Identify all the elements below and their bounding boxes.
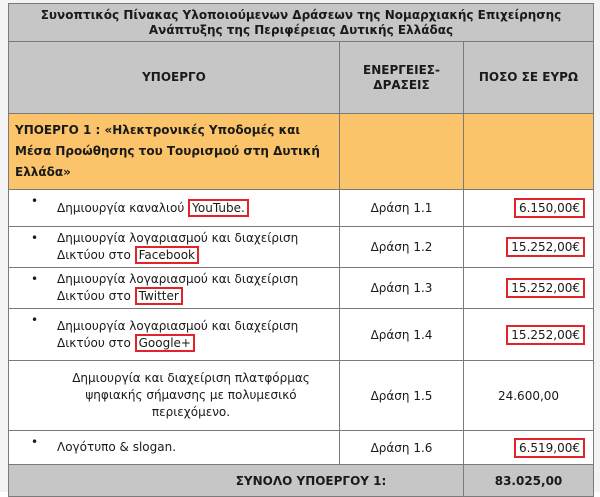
row-description bbox=[9, 431, 340, 465]
row-action: Δράση 1.4 bbox=[340, 309, 464, 361]
row-description-line-3: περιεχόμενο. bbox=[151, 405, 231, 419]
row-description bbox=[9, 227, 340, 268]
row-amount bbox=[464, 309, 594, 361]
bullet: • bbox=[31, 272, 39, 286]
row-description-line-2 bbox=[57, 247, 333, 264]
header-subproject: ΥΠΟΕΡΓΟ bbox=[9, 42, 340, 114]
table-title-line-1: Συνοπτικός Πίνακας Υλοποιούμενων Δράσεων της Νομαρχιακής Επιχείρησης bbox=[40, 7, 562, 22]
row-description-line-2 bbox=[57, 288, 333, 305]
table-title-row bbox=[9, 4, 594, 42]
highlighted-amount: 15.252,00€ bbox=[506, 237, 585, 257]
row-action: Δράση 1.3 bbox=[340, 268, 464, 309]
row-description-text: Δικτύου στο bbox=[57, 248, 135, 262]
row-description-line-1: Δημιουργία και διαχείριση πλατφόρμας bbox=[72, 371, 310, 385]
row-description-line-1 bbox=[57, 200, 333, 217]
header-actions-line-2: ΔΡΑΣΕΙΣ bbox=[373, 77, 430, 92]
subproject-amount-cell bbox=[464, 114, 594, 190]
highlighted-amount: 6.150,00€ bbox=[514, 198, 585, 218]
header-actions bbox=[340, 42, 464, 114]
row-description bbox=[9, 268, 340, 309]
bullet: • bbox=[31, 313, 39, 327]
subproject-actions-cell bbox=[340, 114, 464, 190]
row-description-line-2 bbox=[57, 335, 333, 352]
row-description-line-1: Λογότυπο & slogan. bbox=[57, 440, 177, 454]
table-row bbox=[9, 190, 594, 227]
table-title bbox=[9, 4, 594, 42]
row-description bbox=[9, 361, 340, 431]
header-actions-line-1: ΕΝΕΡΓΕΙΕΣ- bbox=[363, 62, 440, 77]
subproject-line-2: Μέσα Προώθησης του Τουρισμού στη Δυτική bbox=[15, 144, 320, 158]
row-description-text: Δημιουργία καναλιού bbox=[57, 200, 189, 215]
table-title-line-2: Ανάπτυξης της Περιφέρειας Δυτικής Ελλάδας bbox=[148, 22, 454, 37]
row-amount bbox=[464, 227, 594, 268]
highlighted-platform: YouTube. bbox=[188, 199, 249, 217]
table-row bbox=[9, 431, 594, 465]
row-amount bbox=[464, 431, 594, 465]
row-description-line-1: Δημιουργία λογαριασμού και διαχείριση bbox=[57, 318, 299, 333]
table-row bbox=[9, 227, 594, 268]
header-row bbox=[9, 42, 594, 114]
table-row bbox=[9, 309, 594, 361]
row-action: Δράση 1.2 bbox=[340, 227, 464, 268]
row-action: Δράση 1.5 bbox=[340, 361, 464, 431]
row-description-line-1: Δημιουργία λογαριασμού και διαχείριση bbox=[57, 272, 299, 286]
row-amount bbox=[464, 190, 594, 227]
highlighted-amount: 15.252,00€ bbox=[506, 325, 585, 345]
highlighted-amount: 6.519,00€ bbox=[514, 438, 585, 458]
table-row bbox=[9, 268, 594, 309]
row-description-text: Δικτύου στο bbox=[57, 335, 135, 350]
highlighted-amount: 15.252,00€ bbox=[506, 278, 585, 298]
bullet: • bbox=[31, 435, 39, 449]
row-amount bbox=[464, 268, 594, 309]
actions-summary-table bbox=[8, 3, 594, 497]
subproject-line-1: ΥΠΟΕΡΓΟ 1 : «Ηλεκτρονικές Υποδομές και bbox=[15, 123, 301, 137]
subproject-row bbox=[9, 114, 594, 190]
table-row bbox=[9, 361, 594, 431]
row-amount: 24.600,00 bbox=[464, 361, 594, 431]
total-label: ΣΥΝΟΛΟ ΥΠΟΕΡΓΟΥ 1: bbox=[9, 465, 464, 497]
highlighted-platform: Facebook bbox=[135, 246, 199, 264]
row-action: Δράση 1.1 bbox=[340, 190, 464, 227]
highlighted-platform: Google+ bbox=[135, 334, 195, 352]
row-action: Δράση 1.6 bbox=[340, 431, 464, 465]
subproject-line-3: Ελλάδα» bbox=[15, 165, 71, 179]
row-description-line-2: ψηφιακής σήμανσης με πολυμεσικό bbox=[85, 388, 297, 402]
row-description-line-1: Δημιουργία λογαριασμού και διαχείριση bbox=[57, 231, 299, 245]
header-amount: ΠΟΣΟ ΣΕ ΕΥΡΩ bbox=[464, 42, 594, 114]
bullet: • bbox=[31, 194, 39, 208]
highlighted-platform: Twitter bbox=[135, 287, 183, 305]
total-amount: 83.025,00 bbox=[464, 465, 594, 497]
row-description bbox=[9, 309, 340, 361]
bullet: • bbox=[31, 231, 39, 245]
row-description-text: Δικτύου στο bbox=[57, 289, 135, 303]
row-description bbox=[9, 190, 340, 227]
subproject-title bbox=[9, 114, 340, 190]
